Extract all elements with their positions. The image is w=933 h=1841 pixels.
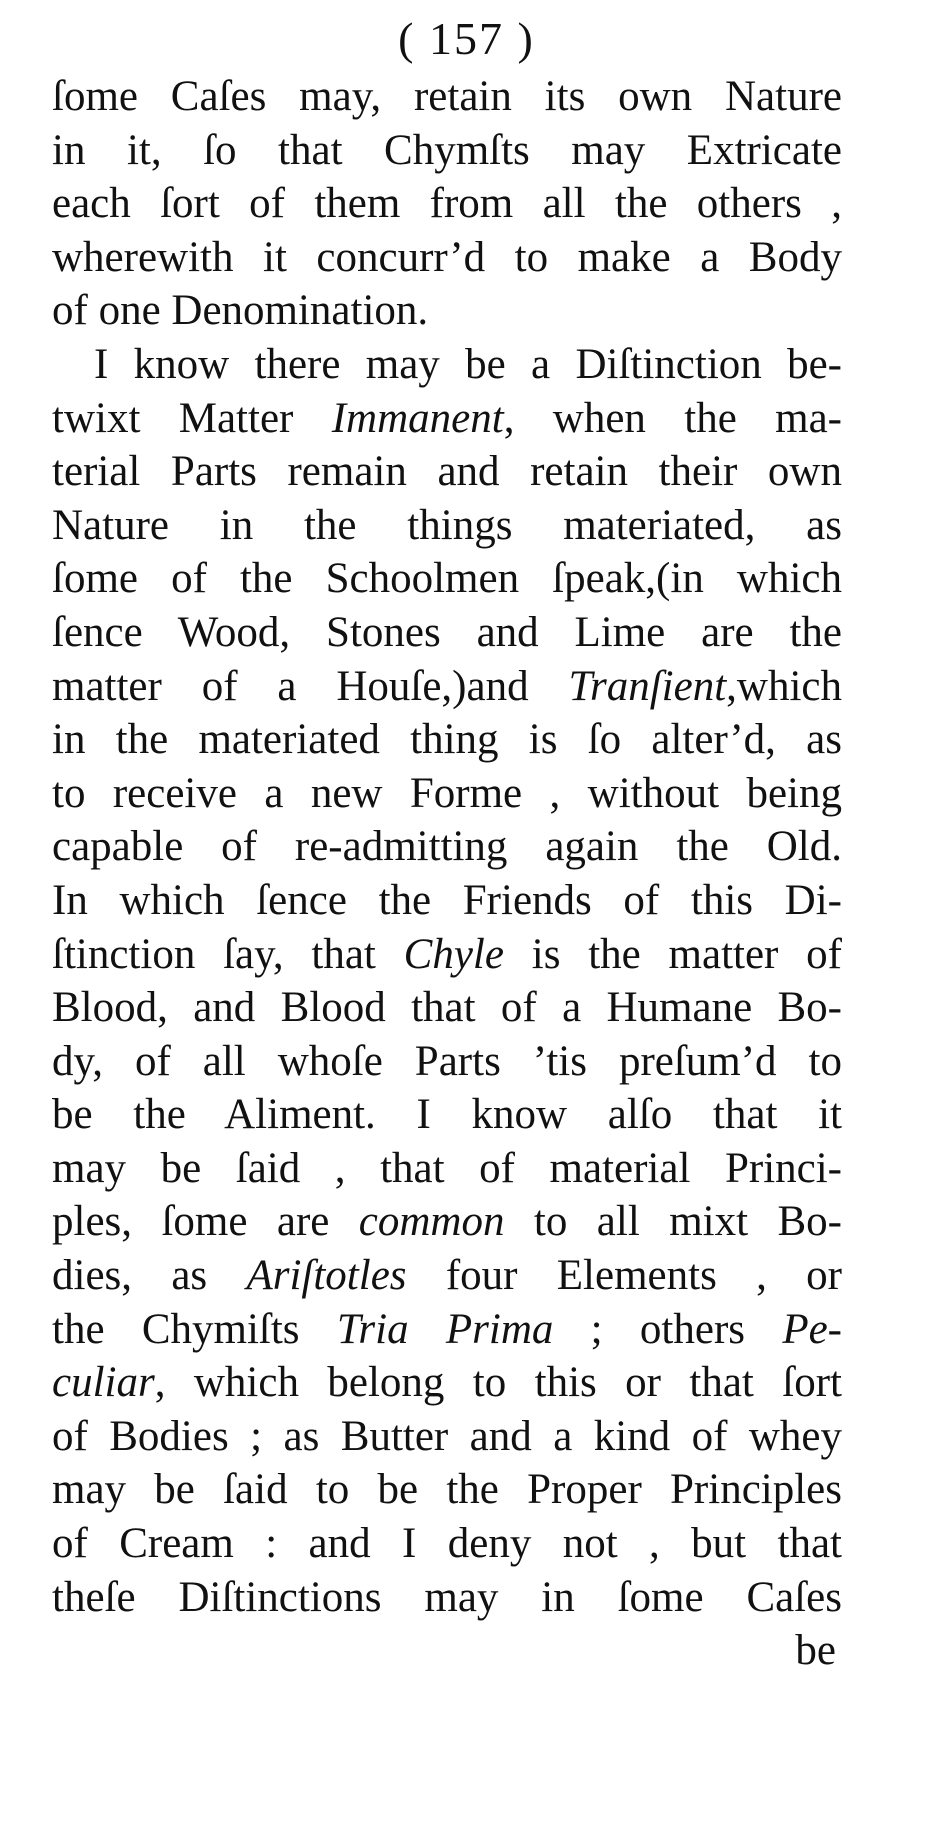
text-run: dy, of all whoſe Parts ’tis preſum’d to — [52, 1037, 842, 1085]
text-line — [52, 284, 842, 338]
text-run: be the Aliment. I know alſo that it — [52, 1091, 842, 1139]
text-run: ſome Caſes may, retain its own Nature — [52, 73, 842, 120]
text-run: ; others — [553, 1305, 783, 1353]
text-line — [52, 660, 842, 714]
italic-text: Chyle — [403, 930, 504, 978]
text-run: matter of a Houſe,)and — [52, 662, 569, 710]
text-run: capable of re-admitting again the Old. — [52, 823, 842, 871]
text-run: in it, ſo that Chymſts may Extricate — [52, 126, 842, 174]
italic-text: culiar — [52, 1359, 155, 1407]
text-run: each ſort of them from all the others , — [52, 180, 842, 228]
text-run: in the materiated thing is ſo alter’d, as — [52, 716, 842, 764]
text-line — [52, 1571, 842, 1625]
text-run: is the matter of — [503, 930, 842, 978]
italic-text: Ariſtotles — [246, 1252, 407, 1300]
italic-text: Pe- — [782, 1305, 842, 1353]
text-run: may be ſaid , that of material Princi- — [52, 1144, 842, 1192]
text-line — [52, 713, 842, 767]
text-run: Blood, and Blood that of a Humane Bo- — [52, 984, 842, 1032]
text-line — [52, 124, 842, 178]
text-line — [52, 1356, 842, 1410]
text-run: may be ſaid to be the Proper Principles — [52, 1466, 842, 1514]
text-run: the Chymiſts — [52, 1305, 337, 1353]
text-line — [52, 392, 842, 446]
text-line — [52, 445, 842, 499]
text-run: wherewith it concurr’d to make a Body — [52, 233, 842, 281]
text-line — [52, 981, 842, 1035]
text-line — [52, 1195, 842, 1249]
text-line — [52, 231, 842, 285]
text-line — [52, 606, 842, 660]
text-run: twixt Matter — [52, 394, 332, 442]
text-run: Nature in the things materiated, as — [52, 501, 842, 549]
body-text — [52, 70, 842, 1678]
text-run: In which ſence the Friends of this Di- — [52, 876, 842, 924]
text-run: , which belong to this or that ſort — [154, 1359, 842, 1407]
text-run: ples, ſome are — [52, 1198, 359, 1246]
text-run: I know there may be a Diſtinction be- — [94, 340, 842, 388]
text-line — [52, 874, 842, 928]
catchword — [52, 1624, 842, 1678]
text-line — [52, 1517, 842, 1571]
text-run: of one Denomination. — [52, 287, 429, 335]
text-line — [52, 177, 842, 231]
italic-text: common — [358, 1198, 505, 1246]
text-run: theſe Diſtinctions may in ſome Caſes — [52, 1573, 842, 1621]
text-line — [52, 1303, 842, 1357]
text-run: of Cream : and I deny not , but that — [52, 1520, 842, 1568]
text-run: , when the ma- — [503, 394, 843, 442]
text-line — [52, 338, 842, 392]
text-run: four Elements , or — [406, 1252, 842, 1300]
text-line — [52, 1142, 842, 1196]
text-run: be — [795, 1627, 836, 1675]
text-run: terial Parts remain and retain their own — [52, 448, 842, 496]
text-line — [52, 1035, 842, 1089]
text-run: to receive a new Forme , without being — [52, 769, 842, 817]
page-number: ( 157 ) — [398, 13, 535, 64]
text-line — [52, 767, 842, 821]
text-run: to all mixt Bo- — [504, 1198, 842, 1246]
text-line — [52, 70, 842, 124]
text-line — [52, 1249, 842, 1303]
text-run: dies, as — [52, 1252, 247, 1300]
italic-text: Tria Prima — [336, 1305, 554, 1353]
text-line — [52, 1410, 842, 1464]
italic-text: Immanent — [331, 394, 504, 442]
italic-text: Tranſient — [568, 662, 727, 710]
text-run: ſome of the Schoolmen ſpeak,(in which — [52, 555, 842, 603]
text-run: of Bodies ; as Butter and a kind of whey — [52, 1412, 842, 1460]
text-run: ſtinction ſay, that — [52, 930, 404, 978]
text-line — [52, 928, 842, 982]
text-line — [52, 499, 842, 553]
text-line — [52, 552, 842, 606]
text-run: ,which — [726, 662, 842, 710]
text-line — [52, 820, 842, 874]
text-line — [52, 1088, 842, 1142]
text-line — [52, 1463, 842, 1517]
text-run: ſence Wood, Stones and Lime are the — [52, 608, 842, 656]
